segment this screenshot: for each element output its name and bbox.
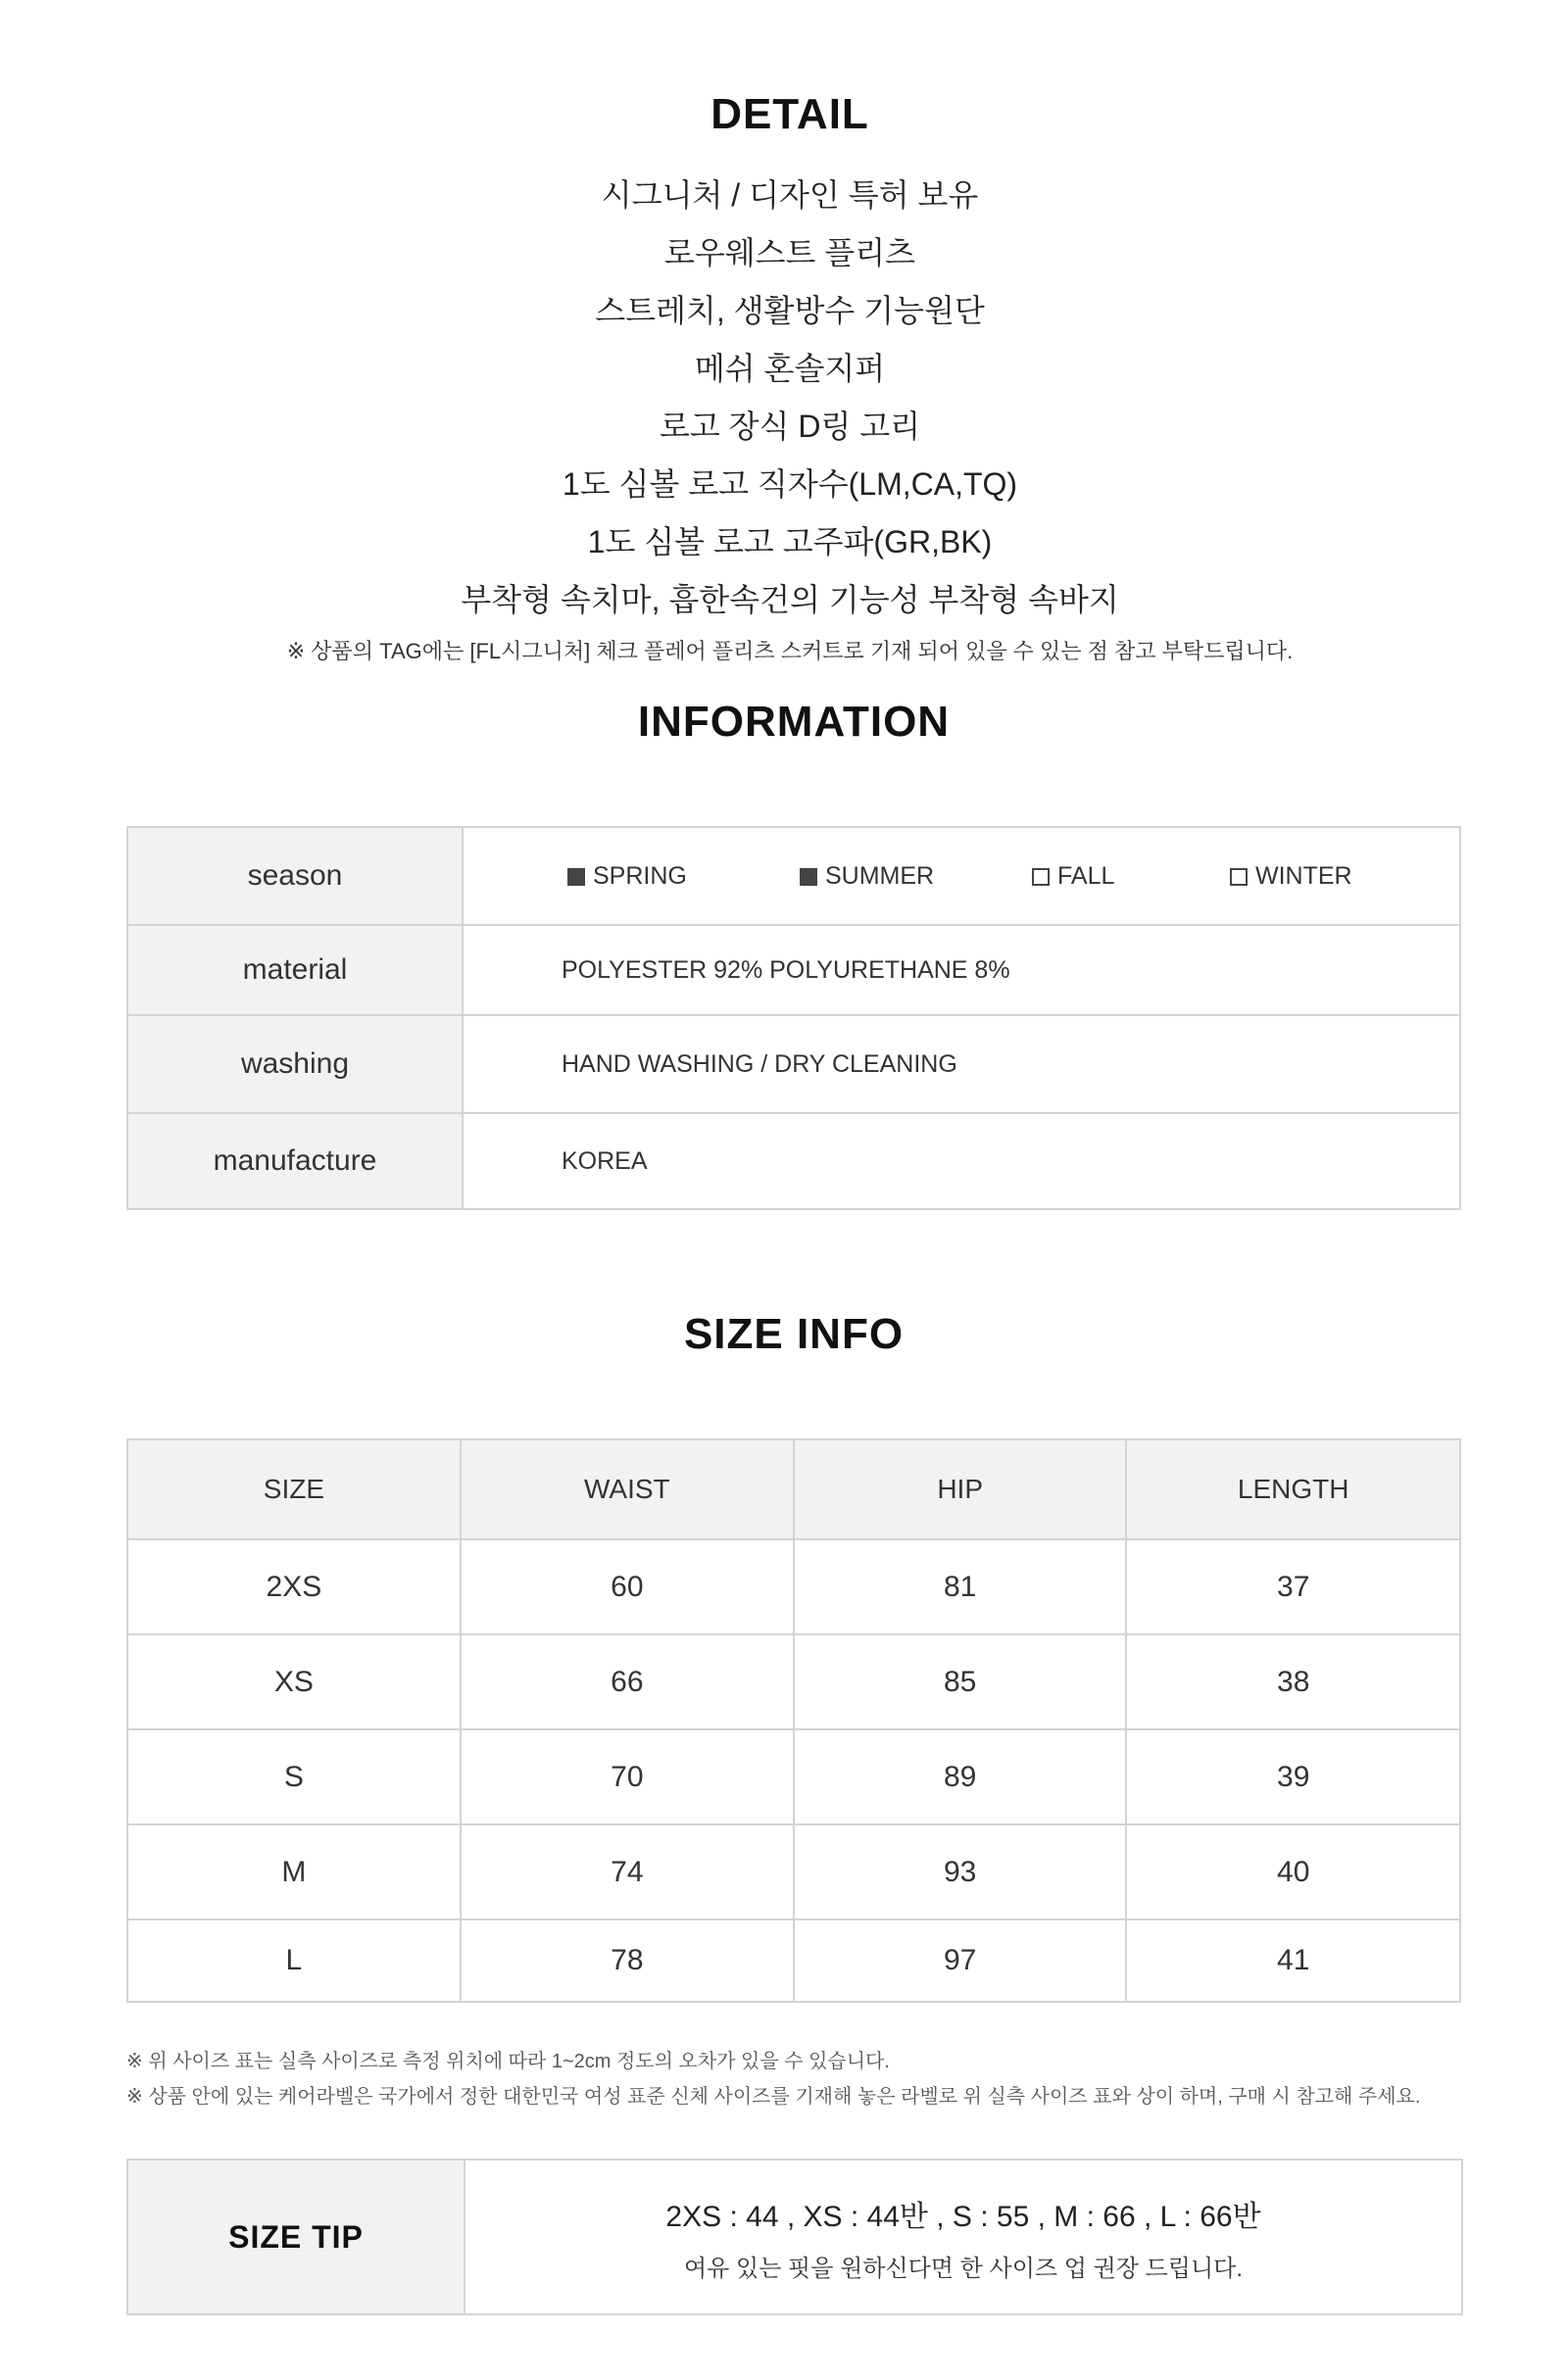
washing-label: washing [127, 1015, 463, 1113]
column-header: WAIST [461, 1439, 794, 1539]
size-cell: M [127, 1824, 461, 1919]
waist-cell: 60 [461, 1539, 794, 1634]
size-tip-mapping: 2XS : 44 , XS : 44반 , S : 55 , M : 66 , L : 66반 [665, 2200, 1261, 2233]
size-note: ※ 상품 안에 있는 케어라벨은 국가에서 정한 대한민국 여성 표준 신체 사이즈를 기재해 놓은 라벨로 위 실측 사이즈 표와 상이 하며, 구매 시 참고해 주세요. [126, 2086, 1421, 2108]
table-row [127, 1539, 1460, 1634]
season-option-winter [1230, 862, 1396, 891]
table-row [127, 1824, 1460, 1919]
hip-cell: 85 [794, 1634, 1127, 1729]
season-option-label: SUMMER [825, 861, 935, 890]
hip-cell: 89 [794, 1729, 1127, 1824]
season-options [463, 827, 1460, 925]
size-table [126, 1438, 1461, 2003]
column-header: HIP [794, 1439, 1127, 1539]
material-value: POLYESTER 92% POLYURETHANE 8% [463, 925, 1460, 1015]
column-header: LENGTH [1126, 1439, 1460, 1539]
season-option-spring [567, 862, 800, 891]
size-cell: S [127, 1729, 461, 1824]
detail-line: 스트레치, 생활방수 기능원단 [595, 293, 985, 328]
length-cell: 41 [1126, 1919, 1460, 2002]
length-cell: 39 [1126, 1729, 1460, 1824]
checked-box-icon [567, 868, 585, 886]
season-option-label: SPRING [593, 861, 687, 890]
length-cell: 37 [1126, 1539, 1460, 1634]
hip-cell: 93 [794, 1824, 1127, 1919]
detail-title: DETAIL [710, 90, 869, 138]
size-tip-content [465, 2160, 1462, 2314]
table-row [127, 1634, 1460, 1729]
size-tip-label: SIZE TIP [127, 2160, 465, 2314]
size-cell: L [127, 1919, 461, 2002]
checked-box-icon [800, 868, 817, 886]
detail-line: 1도 심볼 로고 직자수(LM,CA,TQ) [562, 466, 1018, 502]
size-cell: 2XS [127, 1539, 461, 1634]
table-row [127, 1919, 1460, 2002]
size-tip-row [127, 2160, 1462, 2314]
season-option-summer [800, 862, 1032, 891]
season-row [127, 827, 1460, 925]
material-label: material [127, 925, 463, 1015]
waist-cell: 66 [461, 1634, 794, 1729]
detail-line: 메쉬 혼솔지퍼 [694, 351, 886, 386]
size-table-header [127, 1439, 1460, 1539]
length-cell: 40 [1126, 1824, 1460, 1919]
waist-cell: 70 [461, 1729, 794, 1824]
detail-line: 로고 장식 D링 고리 [659, 409, 921, 444]
size-notes [126, 2044, 1420, 2114]
unchecked-box-icon [1032, 868, 1050, 886]
manufacture-row [127, 1113, 1460, 1209]
size-info-title: SIZE INFO [683, 1310, 905, 1358]
waist-cell: 78 [461, 1919, 794, 2002]
material-row [127, 925, 1460, 1015]
size-tip-table [126, 2159, 1463, 2315]
manufacture-label: manufacture [127, 1113, 463, 1209]
size-cell: XS [127, 1634, 461, 1729]
hip-cell: 97 [794, 1919, 1127, 2002]
detail-line: 부착형 속치마, 흡한속건의 기능성 부착형 속바지 [461, 582, 1119, 617]
detail-list [0, 167, 1568, 629]
information-title: INFORMATION [637, 698, 951, 746]
size-note: ※ 위 사이즈 표는 실측 사이즈로 측정 위치에 따라 1~2cm 정도의 오차가 있을 수 있습니다. [126, 2051, 890, 2072]
hip-cell: 81 [794, 1539, 1127, 1634]
length-cell: 38 [1126, 1634, 1460, 1729]
washing-row [127, 1015, 1460, 1113]
information-table [126, 826, 1461, 1210]
detail-line: 시그니처 / 디자인 특허 보유 [601, 177, 979, 213]
waist-cell: 74 [461, 1824, 794, 1919]
column-header: SIZE [127, 1439, 461, 1539]
season-label: season [127, 827, 463, 925]
detail-tag-note: ※ 상품의 TAG에는 [FL시그니처] 체크 플레어 플리츠 스커트로 기재 되어 있을 수 있는 점 참고 부탁드립니다. [286, 639, 1294, 663]
size-tip-advice: 여유 있는 핏을 원하신다면 한 사이즈 업 권장 드립니다. [683, 2255, 1244, 2282]
detail-line: 로우웨스트 플리츠 [663, 235, 916, 270]
table-row [127, 1729, 1460, 1824]
detail-line: 1도 심볼 로고 고주파(GR,BK) [587, 524, 993, 559]
manufacture-value: KOREA [463, 1113, 1460, 1209]
season-option-label: FALL [1057, 861, 1115, 890]
season-option-label: WINTER [1255, 861, 1352, 890]
season-option-fall [1032, 862, 1230, 891]
unchecked-box-icon [1230, 868, 1248, 886]
washing-value: HAND WASHING / DRY CLEANING [463, 1015, 1460, 1113]
